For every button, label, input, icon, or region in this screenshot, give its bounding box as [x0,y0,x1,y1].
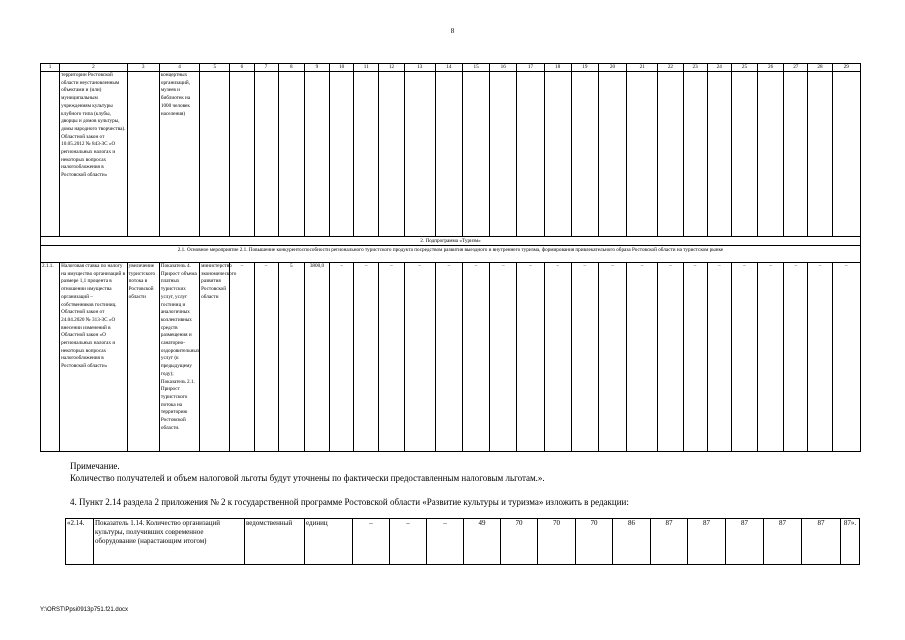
column-number: 3 [127,64,159,72]
subprogram-row [41,237,861,246]
indicator-value: – [390,519,427,565]
column-number: 14 [435,64,462,72]
cell-col1 [41,72,60,237]
column-number: 28 [808,64,832,72]
cell-col3 [127,72,159,237]
column-number: 5 [200,64,230,72]
page-number: 8 [450,27,455,35]
column-number: 12 [379,64,404,72]
cell-dash: – [731,263,757,452]
column-number: 19 [571,64,598,72]
cell-dash: – [683,263,707,452]
subprogram-title: 2. Подпрограмма «Туризм» [41,237,861,246]
column-number: 27 [784,64,808,72]
column-number: 15 [462,64,489,72]
table-row [66,519,860,565]
column-number: 17 [517,64,544,72]
cell-value: 5 [278,263,304,452]
column-number: 21 [627,64,658,72]
cell-dash: – [404,263,435,452]
column-number: 4 [159,64,199,72]
column-number: 23 [683,64,707,72]
note-title: Примечание. [70,461,120,471]
cell-dash: – [544,263,571,452]
indicator-value: 86 [613,519,651,565]
row2-executor: министерство экономического развития Ростовской области [200,263,230,452]
column-number: 2 [60,64,127,72]
cell-dash: – [571,263,598,452]
indicator-unit: единиц [305,519,353,565]
indicator-value: 70 [501,519,538,565]
main-event-title: 2.1. Основное мероприятие 2.1. Повышение конкурентоспособности регионального туристского продукта посредством развития выездного и внутреннего туризма, формирования привлекательного образа Ростовской области на туристском рынке [41,246,861,263]
indicator-value: – [427,519,464,565]
column-number: 1 [41,64,60,72]
column-number: 29 [832,64,860,72]
indicator-value: – [353,519,390,565]
cell-dash: – [784,263,808,452]
indicator-value: 70 [576,519,613,565]
amendment-paragraph: 4. Пункт 2.14 раздела 2 приложения № 2 к государственной программе Ростовской области «Развитие культуры и туризма» изложить в редакции: [70,497,629,507]
indicator-table [65,518,860,565]
cell-dash: – [517,263,544,452]
column-number: 8 [278,64,304,72]
table-row [41,72,861,237]
row2-law-text: Налоговая ставка по налогу на имущество организаций в размере 1,1 процента в отношении имущества организаций – собственников гостиниц. Областной закон от 24.04.2020 № 313-ЗС «О внесении изменений в Областной закон «О региональных налогах и некоторых вопросах налогообложения в Ростовской области» [60,263,127,452]
indicator-value: 87 [651,519,688,565]
cell-dash: – [330,263,354,452]
cell-dash: – [490,263,517,452]
row1-law-text: территории Ростовской области неустановленным объектами и (или) муниципальным учреждениям культуры клубного типа (клубы, дворцы и домов культуры, домы народного творчества). Областной закон от 10.05.2012 № 843-ЗС «О региональных налогах и некоторых вопросах налогообложения в Ростовской области» [60,72,127,237]
cell-dash: – [758,263,784,452]
indicator-value: 87 [802,519,841,565]
column-number: 26 [758,64,784,72]
indicator-value: 87 [688,519,726,565]
indicator-value: 70 [538,519,576,565]
cell-dash: – [808,263,832,452]
cell-dash: – [435,263,462,452]
cell-dash: – [707,263,731,452]
row1-indicator-text: концертных организаций, музеев и библиотек на 1000 человек населения) [159,72,199,237]
note-text: Количество получателей и объем налоговой льготы будут уточнены по фактически предоставленным налоговым льготам.». [70,473,545,483]
cell-dash: – [354,263,379,452]
indicator-name: Показатель 1.14. Количество организаций культуры, получивших современное оборудование (нарастающим итогом) [94,519,245,565]
cell-dash: – [598,263,626,452]
column-number: 9 [304,64,329,72]
column-number: 16 [490,64,517,72]
column-number: 7 [254,64,278,72]
cell-dash: – [627,263,658,452]
indicator-value: 87 [726,519,764,565]
row2-goal: увеличение туристского потока в Ростовской области [127,263,159,452]
indicator-value: 49 [464,519,501,565]
column-number: 11 [354,64,379,72]
main-event-row [41,246,861,263]
column-number: 18 [544,64,571,72]
table-row [41,263,861,452]
cell-dash: – [379,263,404,452]
column-number: 10 [330,64,354,72]
indicator-type: ведомственный [245,519,305,565]
column-number: 25 [731,64,757,72]
row2-indicator: Показатель 4. Прирост объема платных туристских услуг, услуг гостиниц и аналогичных коллективных средств размещения и санаторно-оздоровительных услуг (к предыдущему году); Показатель 2.1. Прирост туристского потока на территорию Ростовской области. [159,263,199,452]
program-table [40,63,861,452]
row-number: 2.1.1. [41,263,60,452]
cell-dash: – [230,263,254,452]
column-number: 20 [598,64,626,72]
cell-dash: – [832,263,860,452]
column-number-row [41,64,861,72]
file-path: Y:\ORST\Ppsi0913p751.f21.docx [40,607,129,613]
cell-value: 3800,0 [304,263,329,452]
column-number: 22 [658,64,683,72]
indicator-value: 87 [764,519,802,565]
column-number: 24 [707,64,731,72]
column-number: 13 [404,64,435,72]
cell-dash: – [658,263,683,452]
cell-dash: – [254,263,278,452]
indicator-value: 87». [841,519,860,565]
cell-dash: – [462,263,489,452]
column-number: 6 [230,64,254,72]
indicator-number: «2.14. [66,519,94,565]
